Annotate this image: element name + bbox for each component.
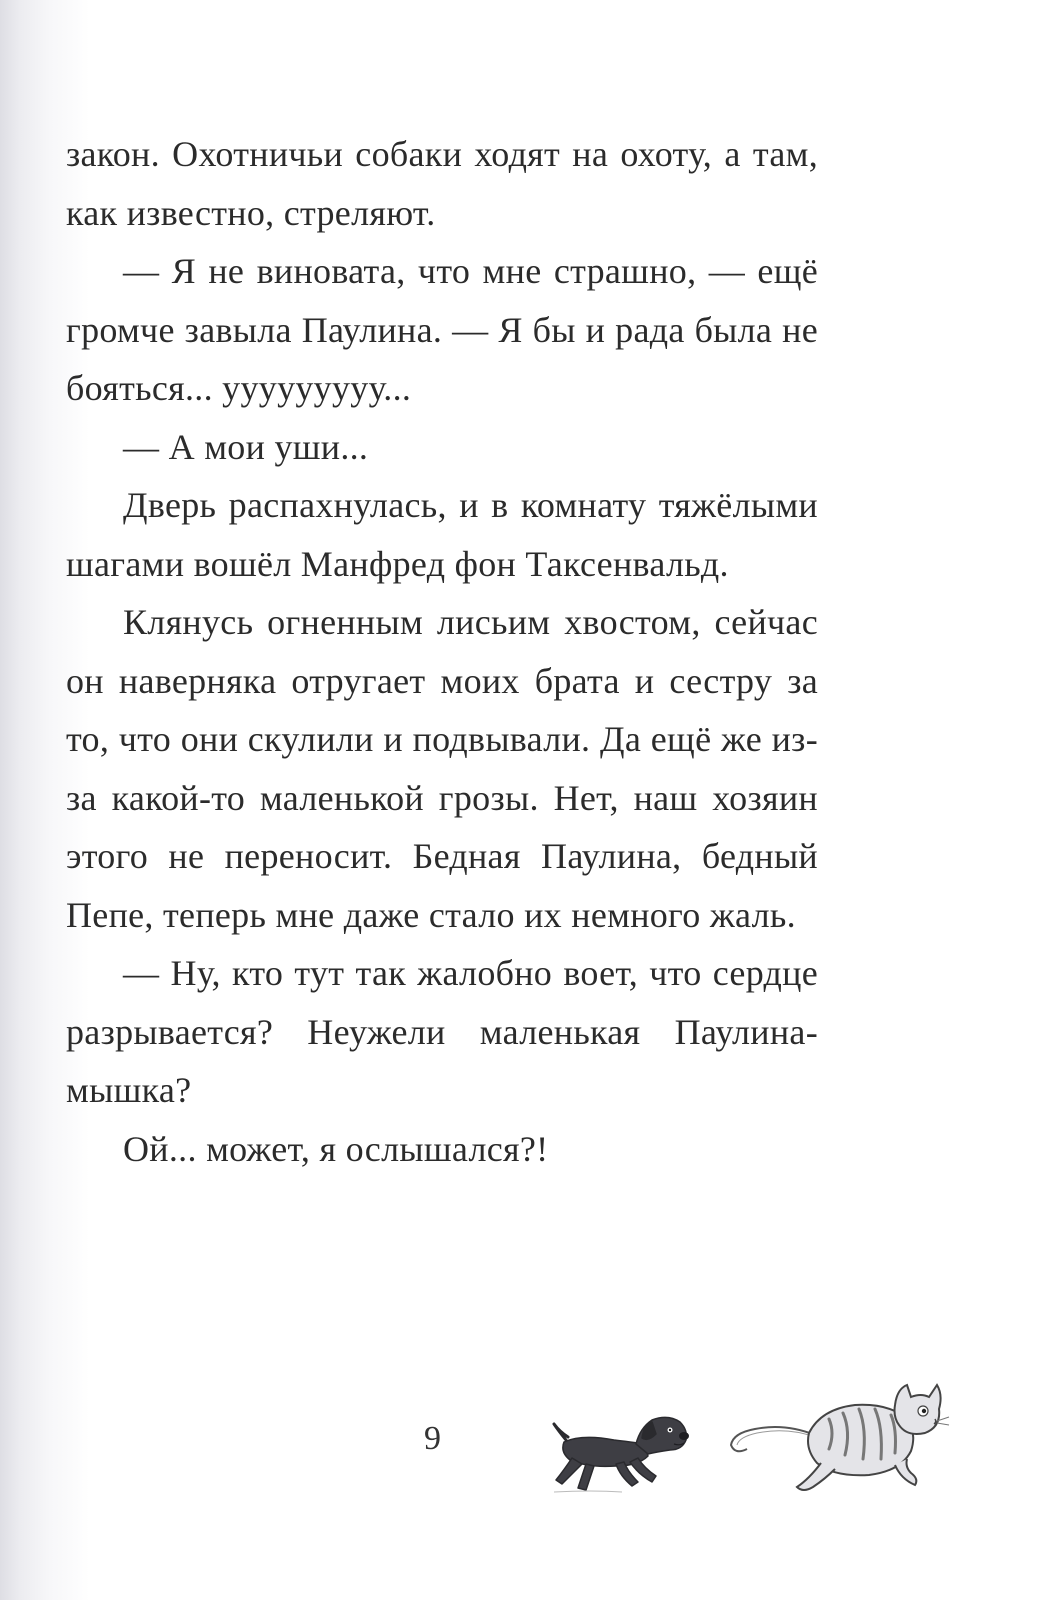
paragraph-1: закон. Охотничьи собаки ходят на охоту, а там, как известно, стреляют. [66, 134, 818, 233]
paragraph-6: — Ну, кто тут так жалобно воет, что сердце разрывается? Неужели маленькая Паулина-мышка? [66, 953, 818, 1110]
paragraph-7: Ой... может, я ослышался?! [123, 1128, 549, 1169]
paragraph-2: — Я не виновата, что мне страшно, — ещё громче завыла Паулина. — Я бы и рада была не бояться... ууууууууу... [66, 251, 818, 408]
running-dog-icon [552, 1410, 702, 1495]
paragraph-4: Дверь распахнулась, и в комнату тяжёлыми шагами вошёл Манфред фон Таксенвальд. [66, 485, 818, 584]
paragraph-3: — А мои уши... [123, 426, 369, 467]
paragraph-5: Клянусь огненным лисьим хвостом, сейчас он наверняка отругает моих брата и сестру за то, что они скулили и подвывали. Да ещё же из-за какой-то маленькой грозы. Нет, наш хозяин этого не переносит. Бедная Паулина, бедный Пепе, теперь мне даже стало их немного жаль. [66, 602, 818, 935]
running-cat-icon [725, 1375, 950, 1500]
page-number: 9 [424, 1420, 441, 1457]
body-text [66, 125, 818, 1178]
